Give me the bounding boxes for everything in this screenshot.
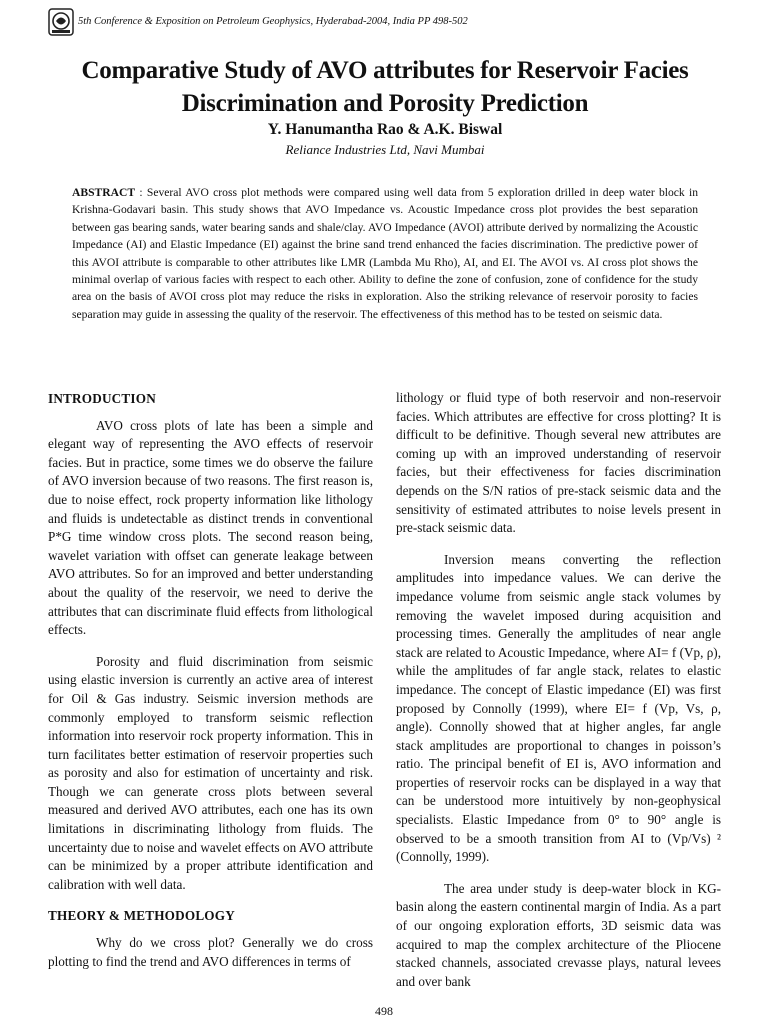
abstract-label: ABSTRACT	[72, 186, 136, 199]
right-column	[396, 389, 721, 1004]
left-column	[48, 390, 373, 984]
abstract	[72, 184, 698, 323]
paragraph: AVO cross plots of late has been a simple and elegant way of representing the AVO effects of reservoir facies. But in practice, some times we do observe the failure of AVO inversion because of two reasons. The first reason is, due to noise effect, rock property information like lithology and fluids is undetectable as distinct trends in conventional P*G time window cross plots. The second reason being, wavelet variation with offset can generate leakage between AVO attributes. So for an improved and better understanding about the quality of the reservoir, we need to derive the attributes that can discriminate fluid effects from lithological effects.	[48, 417, 373, 638]
section-heading-theory: THEORY & METHODOLOGY	[48, 908, 235, 924]
author-affiliation: Reliance Industries Ltd, Navi Mumbai	[285, 142, 485, 157]
paragraph: lithology or fluid type of both reservoir and non-reservoir facies. Which attributes are effective for cross plotting? It is difficult to be definitive. Though several new attributes are coming up with an improved understanding of reservoir facies, but their effectiveness for facies discrimination depends on the S/N ratios of pre-stack seismic data and the sensitivity of estimated attributes to noise levels present in pre-stack seismic data.	[396, 390, 721, 536]
paragraph: The area under study is deep-water block in KG-basin along the eastern continental margin of India. As a part of our ongoing exploration efforts, 3D seismic data was acquired to map the complex architecture of the Pliocene stacked channels, associated crevasse plays, natural levees and over bank	[396, 880, 721, 989]
page-number: 498	[375, 1004, 393, 1018]
paragraph: Porosity and fluid discrimination from seismic using elastic inversion is currently an active area of interest for Oil & Gas industry. Seismic inversion methods are commonly employed to transform seismic reflection information into reservoir rock property information. This in turn facilitates better estimation of reservoir properties such as porosity and also for estimation of uncertainty and risk. Though we can generate cross plots between several measured and derived AVO attributes, each one has its own limitations in discriminating lithology from fluids. The uncertainty due to noise and wavelet effects on AVO attribute can be minimized by a proper attribute identification and calibration with well data.	[48, 653, 373, 892]
paragraph: Why do we cross plot? Generally we do cross plotting to find the trend and AVO differences in terms of	[48, 935, 373, 969]
paragraph: Inversion means converting the reflection amplitudes into impedance values. We can derive the impedance volume from seismic angle stack volumes by removing the wavelet imposed during acquisition and processing times. Generally the amplitudes of near angle stack are related to Acoustic Impedance, where AI= f (Vp, ρ), while the amplitudes of far angle stack, relates to elastic impedance. The concept of Elastic impedance (EI) was first proposed by Connolly (1999), where EI= f (Vp, Vs, ρ, angle). Connolly showed that at higher angles, far angle stack amplitudes are proportional to changes in poisson’s ratio. The principal benefit of EI is, AVO information and properties of reservoir rocks can be displayed in a way that can be understood more intuitively by non-geophysical specialists. Elastic Impedance from 0° to 90° angle is observed to be a smooth transition from AI to (Vp/Vs) ² (Connolly, 1999).	[396, 551, 721, 865]
abstract-text: : Several AVO cross plot methods were compared using well data from 5 exploration drilled in deep water block in Krishna-Godavari basin. This study shows that AVO Impedance vs. Acoustic Impedance cross plot provides the best separation between gas bearing sands, water bearing sands and shale/clay. AVO Impedance (AVOI) attribute derived by normalizing the Acoustic Impedance (AI) and Elastic Impedance (EI) against the brine sand trend enhanced the facies discrimination. The predictive power of this AVOI attribute is comparable to other attributes like LMR (Lambda Mu Rho), AI, and EI. The AVOI vs. AI cross plot shows the minimal overlap of various facies with respect to each other. Ability to define the zone of confusion, zone of confidence for the study area on the basis of AVOI cross plot may reduce the risks in exploration. Also the striking relevance of reservoir porosity to facies separation may guide in assessing the quality of the reservoir. The effectiveness of this method has to be tested on seismic data.	[72, 186, 698, 321]
section-heading-introduction: INTRODUCTION	[48, 391, 156, 406]
paper-title: Comparative Study of AVO attributes for Reservoir Facies Discrimination and Porosity Prediction	[81, 57, 689, 117]
conference-info: 5th Conference & Exposition on Petroleum Geophysics, Hyderabad-2004, India PP 498-502	[78, 16, 468, 27]
society-seal-icon	[48, 8, 74, 36]
paper-authors: Y. Hanumantha Rao & A.K. Biswal	[267, 121, 503, 138]
page-header	[48, 8, 738, 38]
